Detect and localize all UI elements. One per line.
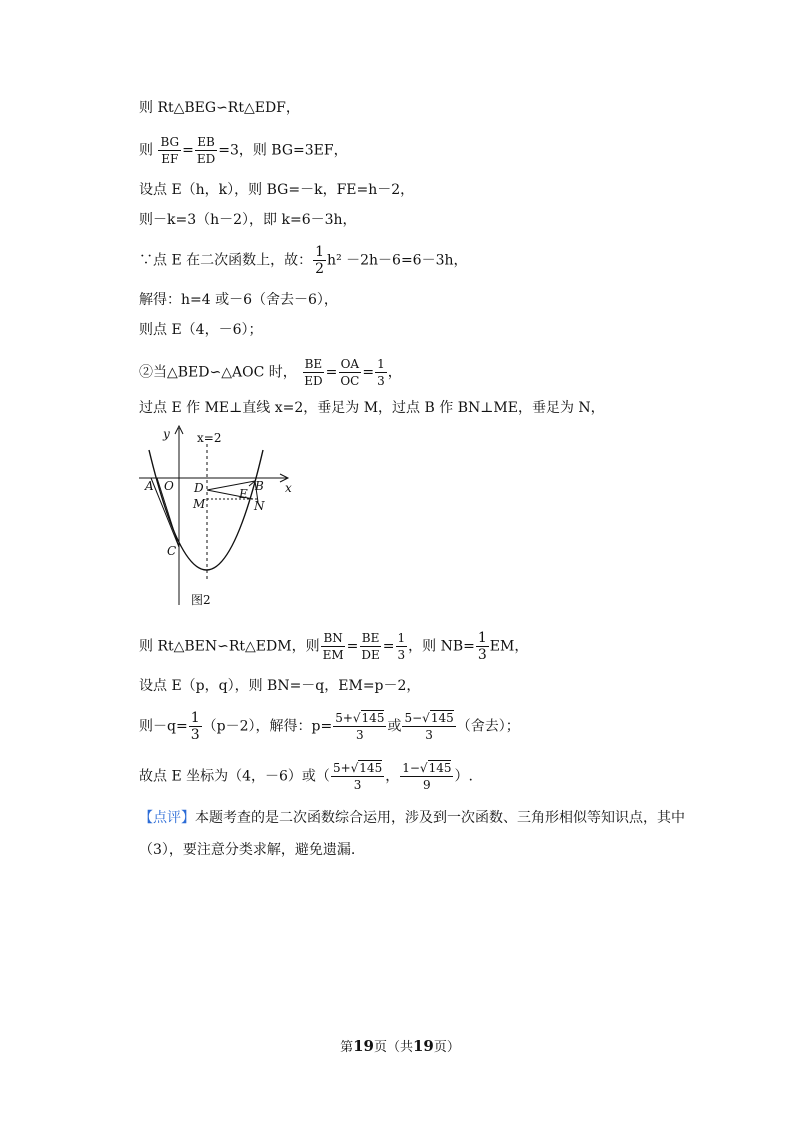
text: 页（共 [373, 1040, 413, 1055]
numerator: BG [160, 135, 180, 149]
line-4: 则－k=3（h－2），即 k=6－3h， [139, 212, 357, 228]
radical-sign: √ [352, 711, 361, 725]
label-E: E [239, 487, 248, 501]
label-A: A [145, 479, 154, 493]
denominator: EM [322, 648, 344, 662]
fraction [333, 710, 386, 743]
denominator: EF [161, 152, 179, 166]
line-8: ②当△BED∽△AOC 时， $\frac{BE}{ED}$ = $\frac{OA}{OC}$ = $\frac{1}{3}$ ， [139, 357, 402, 388]
line-6: 解得：h=4 或－6（舍去－6）， [139, 292, 338, 308]
line-2: 则 $\frac{BG}{EF}$ = $\frac{EB}{ED}$ =3，则 BG=3EF， [139, 135, 348, 166]
denominator: 3 [425, 728, 433, 742]
page-footer [0, 1036, 800, 1055]
line-14 [139, 808, 685, 828]
label-y: y [163, 427, 170, 441]
numerator: 1 [477, 630, 487, 646]
numerator: EB [197, 135, 215, 149]
label-B: B [255, 479, 264, 493]
numerator: 1 [397, 631, 406, 645]
text: 第 [340, 1040, 354, 1055]
text: EM， [489, 638, 529, 655]
fraction [331, 760, 384, 793]
radicand: 145 [430, 711, 454, 725]
denominator: 3 [377, 374, 385, 388]
fraction [313, 244, 326, 277]
fraction [321, 630, 346, 663]
label-x: x [285, 481, 292, 495]
text: （p－2），解得：p= [202, 718, 333, 735]
line-5 [139, 244, 468, 277]
radical-sign: √ [422, 711, 430, 725]
numerator-prefix: 1− [402, 761, 420, 775]
text: h² －2h－6=6－3h， [327, 252, 468, 269]
total-pages: 19 [413, 1037, 434, 1055]
label-x-eq-2: x=2 [197, 431, 222, 445]
radical-sign: √ [419, 761, 428, 775]
text: ）. [454, 768, 473, 785]
denominator: 3 [356, 728, 364, 742]
denominator: ED [304, 374, 323, 388]
numerator-prefix: 5+ [332, 761, 351, 775]
text: 页） [433, 1040, 460, 1055]
denominator: DE [361, 648, 380, 662]
text: 或 [387, 718, 402, 735]
fraction [195, 134, 217, 167]
numerator: 1 [377, 357, 385, 371]
denominator: 3 [397, 648, 406, 662]
text: 则－q= [139, 718, 188, 735]
text: 则 Rt△BEN∽Rt△EDM，则 [139, 638, 320, 655]
radicand: 145 [361, 711, 385, 725]
text: ∵点 E 在二次函数上，故： [139, 252, 313, 269]
comment-tag: 【点评】 [139, 810, 195, 826]
line-13 [139, 760, 473, 793]
denominator: 2 [315, 261, 325, 277]
figure-caption: 图2 [191, 593, 211, 607]
line-1: 则 Rt△BEG∽Rt△EDF， [139, 100, 300, 116]
numerator: BE [361, 631, 380, 645]
numerator: BN [323, 631, 343, 645]
fraction [400, 760, 453, 793]
denominator: 3 [190, 727, 200, 743]
radicand: 145 [359, 761, 383, 775]
parabola-figure [137, 420, 297, 608]
fraction [158, 134, 181, 167]
segment-DB [207, 481, 255, 490]
text: ②当△BED∽△AOC 时， [139, 364, 297, 381]
fraction [302, 356, 324, 389]
text: 本题考查的是二次函数综合运用，涉及到一次函数、三角形相似等知识点，其中 [195, 810, 685, 826]
label-O: O [164, 479, 174, 493]
fraction [338, 356, 361, 389]
numerator: BE [304, 357, 323, 371]
numerator-prefix: 5− [404, 711, 423, 725]
line-12 [139, 710, 520, 743]
text: 故点 E 坐标为（4，－6）或（ [139, 768, 330, 785]
numerator: 1 [190, 710, 200, 726]
fraction [375, 356, 387, 389]
denominator: 3 [477, 647, 487, 663]
numerator-prefix: 5+ [335, 711, 353, 725]
fraction [402, 710, 455, 743]
line-15: （3），要注意分类求解，避免遗漏. [139, 842, 356, 858]
text: ，则 NB= [408, 638, 475, 655]
denominator: ED [196, 152, 216, 166]
denominator: OC [340, 374, 360, 388]
text: =3，则 BG=3EF， [218, 142, 348, 159]
radical-sign: √ [350, 761, 359, 775]
label-N: N [254, 499, 265, 513]
label-M: M [193, 497, 206, 511]
text: （舍去）； [456, 718, 520, 735]
denominator: 3 [353, 778, 362, 792]
label-C: C [167, 544, 177, 558]
fraction [189, 710, 202, 743]
fraction [396, 630, 408, 663]
page-number: 19 [353, 1037, 374, 1055]
text: ， [385, 768, 400, 785]
text: 则 [139, 142, 153, 159]
line-10: 则 Rt△BEN∽Rt△EDM，则 $\frac{BN}{EM}$ = $\frac{BE}{DE}$ = $\frac{1}{3}$ ，则 NB= $\frac{1}{3}$ EM， [139, 630, 529, 663]
radicand: 145 [428, 761, 452, 775]
fraction [476, 630, 489, 663]
line-7: 则点 E（4，－6）； [139, 322, 263, 338]
numerator: OA [340, 357, 360, 371]
fraction [359, 630, 381, 663]
line-9: 过点 E 作 ME⊥直线 x=2，垂足为 M，过点 B 作 BN⊥ME，垂足为 N， [139, 400, 605, 416]
label-D: D [194, 481, 204, 495]
line-3: 设点 E（h，k），则 BG=－k，FE=h－2， [139, 182, 415, 198]
line-11: 设点 E（p，q），则 BN=－q，EM=p－2， [139, 678, 421, 694]
denominator: 9 [423, 778, 431, 792]
numerator: 1 [315, 244, 325, 260]
